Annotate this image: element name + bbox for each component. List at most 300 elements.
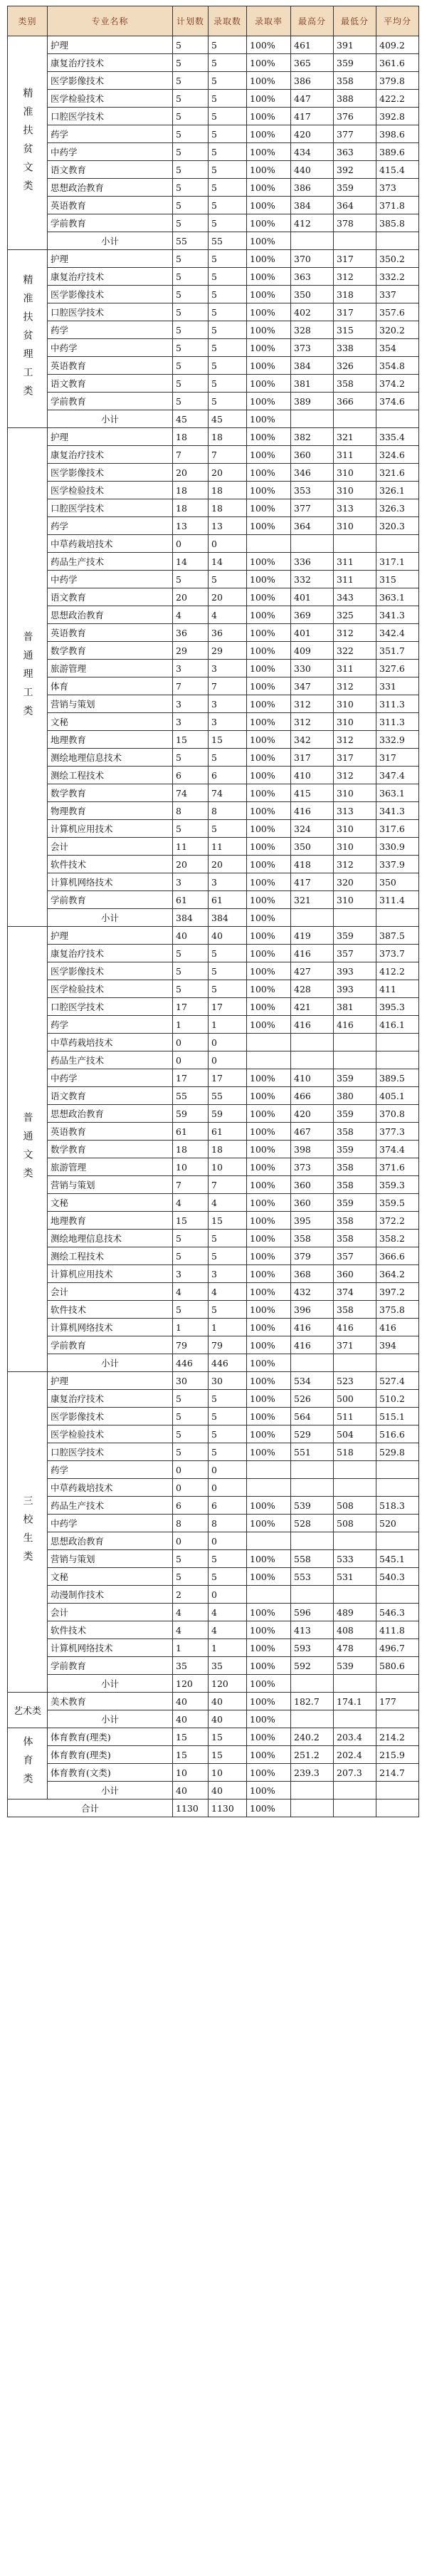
max-score: 417 <box>291 108 334 125</box>
major-name: 语文教育 <box>48 588 173 606</box>
plan-count: 20 <box>173 856 209 873</box>
admitted-count: 35 <box>209 1657 247 1675</box>
max-score: 421 <box>291 998 334 1016</box>
major-name: 动漫制作技术 <box>48 1586 173 1604</box>
table-row <box>8 1069 419 1087</box>
plan-count: 40 <box>173 927 209 945</box>
admitted-count: 5 <box>209 962 247 980</box>
table-row <box>8 303 419 321</box>
table-row <box>8 321 419 339</box>
plan-count: 5 <box>173 321 209 339</box>
max-score: 240.2 <box>291 1728 334 1746</box>
avg-score: 545.1 <box>376 1550 419 1568</box>
plan-count: 18 <box>173 428 209 446</box>
subtotal-min <box>334 909 376 927</box>
min-score: 343 <box>334 588 376 606</box>
table-row <box>8 1408 419 1425</box>
avg-score: 546.3 <box>376 1604 419 1621</box>
table-row <box>8 802 419 820</box>
admitted-count: 7 <box>209 446 247 464</box>
subtotal-plan: 55 <box>173 232 209 250</box>
subtotal-admitted: 55 <box>209 232 247 250</box>
admitted-count: 40 <box>209 1693 247 1710</box>
plan-count: 5 <box>173 357 209 375</box>
min-score: 489 <box>334 1604 376 1621</box>
admission-rate: 100% <box>247 179 291 197</box>
avg-score: 177 <box>376 1693 419 1710</box>
plan-count: 5 <box>173 1550 209 1568</box>
min-score: 381 <box>334 998 376 1016</box>
max-score: 382 <box>291 428 334 446</box>
admission-rate: 100% <box>247 339 291 357</box>
max-score: 413 <box>291 1621 334 1639</box>
plan-count: 5 <box>173 214 209 232</box>
avg-score: 320.2 <box>376 321 419 339</box>
min-score: 358 <box>334 1158 376 1176</box>
table-row <box>8 606 419 624</box>
plan-count: 18 <box>173 499 209 517</box>
plan-count: 11 <box>173 838 209 856</box>
admitted-count: 5 <box>209 143 247 161</box>
admission-rate: 100% <box>247 1657 291 1675</box>
avg-score: 327.6 <box>376 660 419 677</box>
header-admitted: 录取数 <box>209 6 247 36</box>
table-row <box>8 1425 419 1443</box>
admitted-count: 5 <box>209 749 247 767</box>
max-score: 364 <box>291 517 334 535</box>
subtotal-row <box>8 232 419 250</box>
subtotal-max <box>291 410 334 428</box>
plan-count: 5 <box>173 179 209 197</box>
min-score: 359 <box>334 927 376 945</box>
max-score: 553 <box>291 1568 334 1586</box>
plan-count: 3 <box>173 713 209 731</box>
plan-count: 4 <box>173 1283 209 1301</box>
subtotal-avg <box>376 1782 419 1799</box>
admitted-count: 5 <box>209 1247 247 1265</box>
table-row <box>8 36 419 54</box>
admission-rate <box>247 1461 291 1479</box>
major-name: 药学 <box>48 125 173 143</box>
max-score: 596 <box>291 1604 334 1621</box>
major-name: 医学影像技术 <box>48 962 173 980</box>
subtotal-max <box>291 1675 334 1693</box>
admitted-count: 5 <box>209 945 247 962</box>
avg-score: 415.4 <box>376 161 419 179</box>
table-row <box>8 1461 419 1479</box>
table-row <box>8 677 419 695</box>
admission-rate: 100% <box>247 1105 291 1123</box>
subtotal-rate: 100% <box>247 232 291 250</box>
max-score: 401 <box>291 624 334 642</box>
subtotal-max <box>291 909 334 927</box>
admission-rate: 100% <box>247 286 291 303</box>
plan-count: 30 <box>173 1372 209 1390</box>
max-score: 398 <box>291 1141 334 1158</box>
avg-score: 385.8 <box>376 214 419 232</box>
major-name: 中药学 <box>48 143 173 161</box>
major-name: 旅游管理 <box>48 1158 173 1176</box>
avg-score: 374.4 <box>376 1141 419 1158</box>
table-row <box>8 1693 419 1710</box>
major-name: 康复治疗技术 <box>48 54 173 72</box>
avg-score: 214.7 <box>376 1764 419 1782</box>
admitted-count: 5 <box>209 820 247 838</box>
category-cell: 艺术类 <box>8 1693 48 1728</box>
admitted-count: 0 <box>209 1586 247 1604</box>
major-name: 语文教育 <box>48 161 173 179</box>
admission-rate: 100% <box>247 517 291 535</box>
plan-count: 17 <box>173 1069 209 1087</box>
major-name: 会计 <box>48 1604 173 1621</box>
admitted-count: 4 <box>209 1604 247 1621</box>
plan-count: 5 <box>173 303 209 321</box>
major-name: 医学检验技术 <box>48 980 173 998</box>
avg-score: 347.4 <box>376 767 419 784</box>
admitted-count: 3 <box>209 1265 247 1283</box>
subtotal-admitted: 45 <box>209 410 247 428</box>
max-score: 368 <box>291 1265 334 1283</box>
min-score: 511 <box>334 1408 376 1425</box>
major-name: 护理 <box>48 428 173 446</box>
plan-count: 0 <box>173 1461 209 1479</box>
max-score: 321 <box>291 891 334 909</box>
min-score: 338 <box>334 339 376 357</box>
avg-score: 540.3 <box>376 1568 419 1586</box>
major-name: 药品生产技术 <box>48 553 173 571</box>
avg-score: 395.3 <box>376 998 419 1016</box>
avg-score: 375.8 <box>376 1301 419 1319</box>
table-row <box>8 1443 419 1461</box>
admitted-count: 10 <box>209 1158 247 1176</box>
subtotal-label: 小计 <box>48 1354 173 1372</box>
table-row <box>8 962 419 980</box>
admitted-count: 0 <box>209 1532 247 1550</box>
max-score: 416 <box>291 1336 334 1354</box>
admitted-count: 59 <box>209 1105 247 1123</box>
table-row <box>8 179 419 197</box>
avg-score: 332.9 <box>376 731 419 749</box>
major-name: 护理 <box>48 36 173 54</box>
subtotal-plan: 40 <box>173 1782 209 1799</box>
avg-score: 357.6 <box>376 303 419 321</box>
avg-score: 354 <box>376 339 419 357</box>
table-row <box>8 268 419 286</box>
admitted-count: 40 <box>209 927 247 945</box>
min-score: 359 <box>334 54 376 72</box>
header-max: 最高分 <box>291 6 334 36</box>
admitted-count: 5 <box>209 393 247 410</box>
min-score: 523 <box>334 1372 376 1390</box>
plan-count: 55 <box>173 1087 209 1105</box>
subtotal-plan: 40 <box>173 1710 209 1728</box>
admission-rate: 100% <box>247 54 291 72</box>
max-score: 420 <box>291 125 334 143</box>
table-row <box>8 1336 419 1354</box>
table-row <box>8 499 419 517</box>
subtotal-max <box>291 1710 334 1728</box>
admitted-count: 5 <box>209 375 247 393</box>
admission-rate: 100% <box>247 1123 291 1141</box>
avg-score: 214.2 <box>376 1728 419 1746</box>
plan-count: 5 <box>173 72 209 90</box>
min-score: 312 <box>334 856 376 873</box>
admission-rate: 100% <box>247 1194 291 1212</box>
min-score: 358 <box>334 72 376 90</box>
max-score <box>291 1034 334 1051</box>
subtotal-min <box>334 1710 376 1728</box>
table-row <box>8 731 419 749</box>
subtotal-label: 小计 <box>48 1675 173 1693</box>
min-score: 312 <box>334 767 376 784</box>
min-score: 312 <box>334 624 376 642</box>
major-name: 思想政治教育 <box>48 606 173 624</box>
min-score: 360 <box>334 1265 376 1283</box>
admission-rate: 100% <box>247 1497 291 1515</box>
major-name: 思想政治教育 <box>48 1105 173 1123</box>
min-score: 364 <box>334 197 376 214</box>
max-score: 239.3 <box>291 1764 334 1782</box>
total-avg <box>376 1799 419 1817</box>
major-name: 语文教育 <box>48 1087 173 1105</box>
table-row <box>8 517 419 535</box>
admission-rate: 100% <box>247 1016 291 1034</box>
avg-score: 324.6 <box>376 446 419 464</box>
admitted-count: 7 <box>209 677 247 695</box>
admission-rate: 100% <box>247 802 291 820</box>
admission-rate: 100% <box>247 1212 291 1230</box>
table-row <box>8 588 419 606</box>
table-row <box>8 1550 419 1568</box>
min-score: 363 <box>334 143 376 161</box>
major-name: 文秘 <box>48 713 173 731</box>
major-name: 测绘工程技术 <box>48 767 173 784</box>
total-admitted: 1130 <box>209 1799 247 1817</box>
plan-count: 17 <box>173 998 209 1016</box>
admission-rate: 100% <box>247 375 291 393</box>
major-name: 计算机网络技术 <box>48 1639 173 1657</box>
major-name: 计算机应用技术 <box>48 1265 173 1283</box>
major-name: 软件技术 <box>48 1621 173 1639</box>
table-row <box>8 375 419 393</box>
admission-rate: 100% <box>247 1728 291 1746</box>
admitted-count: 17 <box>209 1069 247 1087</box>
min-score: 374 <box>334 1283 376 1301</box>
max-score: 360 <box>291 1176 334 1194</box>
avg-score: 315 <box>376 571 419 588</box>
subtotal-admitted: 384 <box>209 909 247 927</box>
subtotal-rate: 100% <box>247 410 291 428</box>
max-score: 373 <box>291 339 334 357</box>
major-name: 药品生产技术 <box>48 1051 173 1069</box>
avg-score: 337 <box>376 286 419 303</box>
min-score: 380 <box>334 1087 376 1105</box>
table-row <box>8 1283 419 1301</box>
admission-rate: 100% <box>247 642 291 660</box>
plan-count: 61 <box>173 891 209 909</box>
table-row <box>8 108 419 125</box>
table-row <box>8 980 419 998</box>
table-row <box>8 660 419 677</box>
plan-count: 40 <box>173 1693 209 1710</box>
table-row <box>8 428 419 446</box>
table-row <box>8 357 419 375</box>
max-score: 528 <box>291 1515 334 1532</box>
admitted-count: 5 <box>209 90 247 108</box>
min-score: 391 <box>334 36 376 54</box>
min-score: 313 <box>334 802 376 820</box>
max-score <box>291 1586 334 1604</box>
avg-score: 311.4 <box>376 891 419 909</box>
major-name: 口腔医学技术 <box>48 998 173 1016</box>
admission-rate: 100% <box>247 499 291 517</box>
admitted-count: 10 <box>209 1764 247 1782</box>
table-row <box>8 1051 419 1069</box>
max-score <box>291 1532 334 1550</box>
subtotal-label: 小计 <box>48 410 173 428</box>
header-row <box>8 6 419 36</box>
major-name: 医学影像技术 <box>48 286 173 303</box>
table-body <box>8 36 419 1817</box>
min-score: 322 <box>334 642 376 660</box>
major-name: 文秘 <box>48 1568 173 1586</box>
major-name: 护理 <box>48 250 173 268</box>
max-score: 317 <box>291 749 334 767</box>
subtotal-row <box>8 1354 419 1372</box>
min-score: 378 <box>334 214 376 232</box>
admitted-count: 5 <box>209 1390 247 1408</box>
table-row <box>8 482 419 499</box>
table-row <box>8 1728 419 1746</box>
max-score: 370 <box>291 250 334 268</box>
major-name: 护理 <box>48 1372 173 1390</box>
admission-rate: 100% <box>247 321 291 339</box>
table-row <box>8 1105 419 1123</box>
max-score: 377 <box>291 499 334 517</box>
table-row <box>8 214 419 232</box>
admitted-count: 30 <box>209 1372 247 1390</box>
major-name: 软件技术 <box>48 1301 173 1319</box>
max-score: 551 <box>291 1443 334 1461</box>
min-score: 310 <box>334 891 376 909</box>
plan-count: 3 <box>173 1265 209 1283</box>
max-score: 416 <box>291 945 334 962</box>
major-name: 康复治疗技术 <box>48 1390 173 1408</box>
min-score: 518 <box>334 1443 376 1461</box>
subtotal-row <box>8 909 419 927</box>
avg-score: 377.3 <box>376 1123 419 1141</box>
min-score: 312 <box>334 268 376 286</box>
avg-score: 371.8 <box>376 197 419 214</box>
plan-count: 13 <box>173 517 209 535</box>
admission-rate: 100% <box>247 553 291 571</box>
min-score: 207.3 <box>334 1764 376 1782</box>
major-name: 地理教育 <box>48 731 173 749</box>
admission-rate: 100% <box>247 214 291 232</box>
admission-rate: 100% <box>247 428 291 446</box>
table-row <box>8 1034 419 1051</box>
admission-rate: 100% <box>247 446 291 464</box>
min-score: 376 <box>334 108 376 125</box>
major-name: 体育教育(文类) <box>48 1764 173 1782</box>
plan-count: 5 <box>173 980 209 998</box>
subtotal-admitted: 446 <box>209 1354 247 1372</box>
plan-count: 5 <box>173 393 209 410</box>
avg-score: 331 <box>376 677 419 695</box>
plan-count: 5 <box>173 143 209 161</box>
min-score: 310 <box>334 713 376 731</box>
max-score <box>291 1479 334 1497</box>
table-row <box>8 1568 419 1586</box>
min-score: 358 <box>334 1123 376 1141</box>
admitted-count: 15 <box>209 731 247 749</box>
plan-count: 0 <box>173 1051 209 1069</box>
table-row <box>8 820 419 838</box>
subtotal-max <box>291 1782 334 1799</box>
admission-rate: 100% <box>247 1408 291 1425</box>
plan-count: 0 <box>173 1034 209 1051</box>
avg-score: 317.1 <box>376 553 419 571</box>
admission-rate: 100% <box>247 838 291 856</box>
max-score: 427 <box>291 962 334 980</box>
min-score: 203.4 <box>334 1728 376 1746</box>
subtotal-max <box>291 232 334 250</box>
min-score: 310 <box>334 482 376 499</box>
avg-score: 320.3 <box>376 517 419 535</box>
max-score: 434 <box>291 143 334 161</box>
min-score: 408 <box>334 1621 376 1639</box>
admitted-count: 13 <box>209 517 247 535</box>
avg-score: 392.8 <box>376 108 419 125</box>
min-score: 358 <box>334 1301 376 1319</box>
total-plan: 1130 <box>173 1799 209 1817</box>
header-rate: 录取率 <box>247 6 291 36</box>
major-name: 药学 <box>48 1461 173 1479</box>
max-score: 363 <box>291 268 334 286</box>
avg-score: 335.4 <box>376 428 419 446</box>
avg-score: 389.5 <box>376 1069 419 1087</box>
category-cell: 普通理工类 <box>8 428 48 927</box>
admission-rate: 100% <box>247 1265 291 1283</box>
major-name: 地理教育 <box>48 1212 173 1230</box>
major-name: 营销与策划 <box>48 1176 173 1194</box>
plan-count: 5 <box>173 749 209 767</box>
max-score <box>291 1051 334 1069</box>
admitted-count: 14 <box>209 553 247 571</box>
plan-count: 5 <box>173 375 209 393</box>
subtotal-avg <box>376 1354 419 1372</box>
admission-rate: 100% <box>247 1443 291 1461</box>
admitted-count: 8 <box>209 1515 247 1532</box>
min-score: 310 <box>334 838 376 856</box>
max-score: 347 <box>291 677 334 695</box>
admission-rate: 100% <box>247 1568 291 1586</box>
max-score: 410 <box>291 767 334 784</box>
subtotal-rate: 100% <box>247 1354 291 1372</box>
admission-rate: 100% <box>247 767 291 784</box>
admitted-count: 5 <box>209 980 247 998</box>
table-row <box>8 1604 419 1621</box>
avg-score: 515.1 <box>376 1408 419 1425</box>
admission-rate: 100% <box>247 1283 291 1301</box>
header-avg: 平均分 <box>376 6 419 36</box>
table-row <box>8 998 419 1016</box>
avg-score: 350 <box>376 873 419 891</box>
admitted-count: 15 <box>209 1728 247 1746</box>
max-score: 328 <box>291 321 334 339</box>
major-name: 护理 <box>48 927 173 945</box>
admitted-count: 7 <box>209 1176 247 1194</box>
